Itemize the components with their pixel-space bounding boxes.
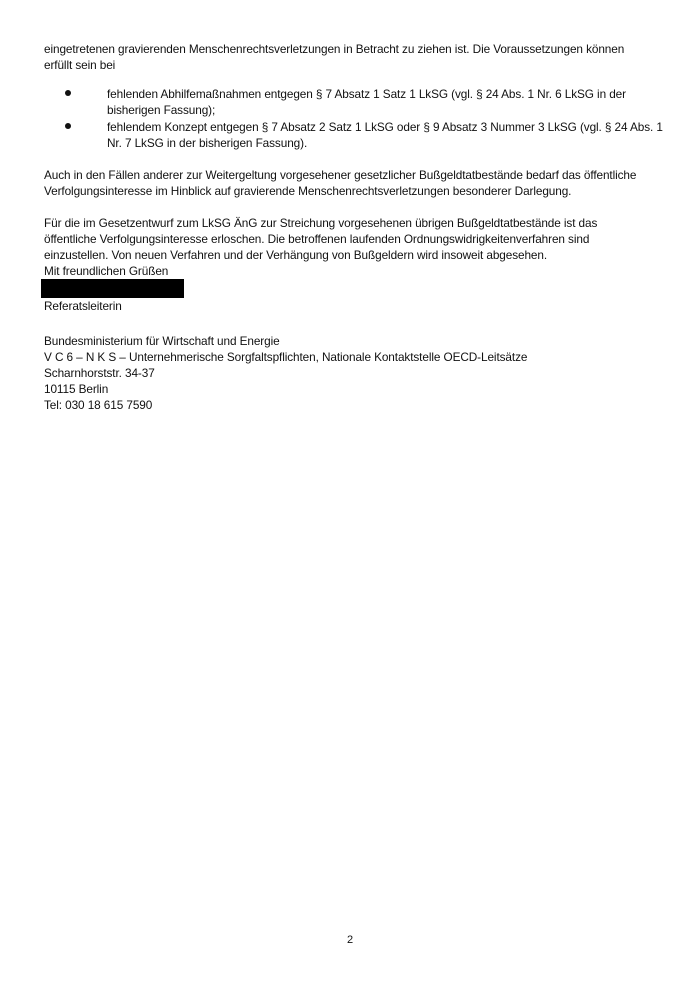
bullet-icon xyxy=(65,123,71,129)
bullet-1-line-2: bisherigen Fassung); xyxy=(107,103,216,117)
list-item xyxy=(44,86,664,118)
city-address: 10115 Berlin xyxy=(44,382,109,396)
para3-line-2: öffentliche Verfolgungsinteresse erloschen. Die betroffenen laufenden Ordnungswidrigkeitenverfahren sind xyxy=(44,232,590,246)
bullet-2-line-2: Nr. 7 LkSG in der bisherigen Fassung). xyxy=(107,136,308,150)
closing-salutation: Mit freundlichen Grüßen xyxy=(44,264,169,278)
page-number: 2 xyxy=(346,934,354,946)
para3-line-3: einzustellen. Von neuen Verfahren und der Verhängung von Bußgeldern wird insoweit abgesehen. xyxy=(44,248,548,262)
paragraph-other-offences xyxy=(44,167,664,199)
ministry-name: Bundesministerium für Wirtschaft und Energie xyxy=(44,334,280,348)
para3-line-1: Für die im Gesetzentwurf zum LkSG ÄnG zur Streichung vorgesehenen übrigen Bußgeldtatbestände ist das xyxy=(44,216,598,230)
bullet-1-line-1: fehlenden Abhilfemaßnahmen entgegen § 7 Absatz 1 Satz 1 LkSG (vgl. § 24 Abs. 1 Nr. 6 LkSG in der xyxy=(107,87,626,101)
bullet-2-line-1: fehlendem Konzept entgegen § 7 Absatz 2 Satz 1 LkSG oder § 9 Absatz 3 Nummer 3 LkSG (vgl. § 24 Abs. 1 xyxy=(107,120,663,134)
para2-line-1: Auch in den Fällen anderer zur Weitergeltung vorgesehener gesetzlicher Bußgeldtatbestände bedarf das öffentliche xyxy=(44,168,637,182)
street-address: Scharnhorststr. 34-37 xyxy=(44,366,155,380)
signer-title: Referatsleiterin xyxy=(44,299,122,313)
paragraph-remaining-offences xyxy=(44,215,664,263)
bullet-icon xyxy=(65,90,71,96)
redacted-name xyxy=(41,279,184,298)
phone-number: Tel: 030 18 615 7590 xyxy=(44,398,153,412)
sender-address xyxy=(44,333,664,413)
para2-line-2: Verfolgungsinteresse im Hinblick auf gravierende Menschenrechtsverletzungen besonderer Darlegung. xyxy=(44,184,572,198)
list-item xyxy=(44,119,664,151)
conditions-list xyxy=(44,86,664,151)
intro-line-1: eingetretenen gravierenden Menschenrechtsverletzungen in Betracht zu ziehen ist. Die Voraussetzungen können xyxy=(44,42,625,56)
intro-line-2: erfüllt sein bei xyxy=(44,58,116,72)
intro-paragraph xyxy=(44,41,664,73)
unit-name: V C 6 – N K S – Unternehmerische Sorgfaltspflichten, Nationale Kontaktstelle OECD-Leitsätze xyxy=(44,350,528,364)
letter-body xyxy=(44,41,664,413)
